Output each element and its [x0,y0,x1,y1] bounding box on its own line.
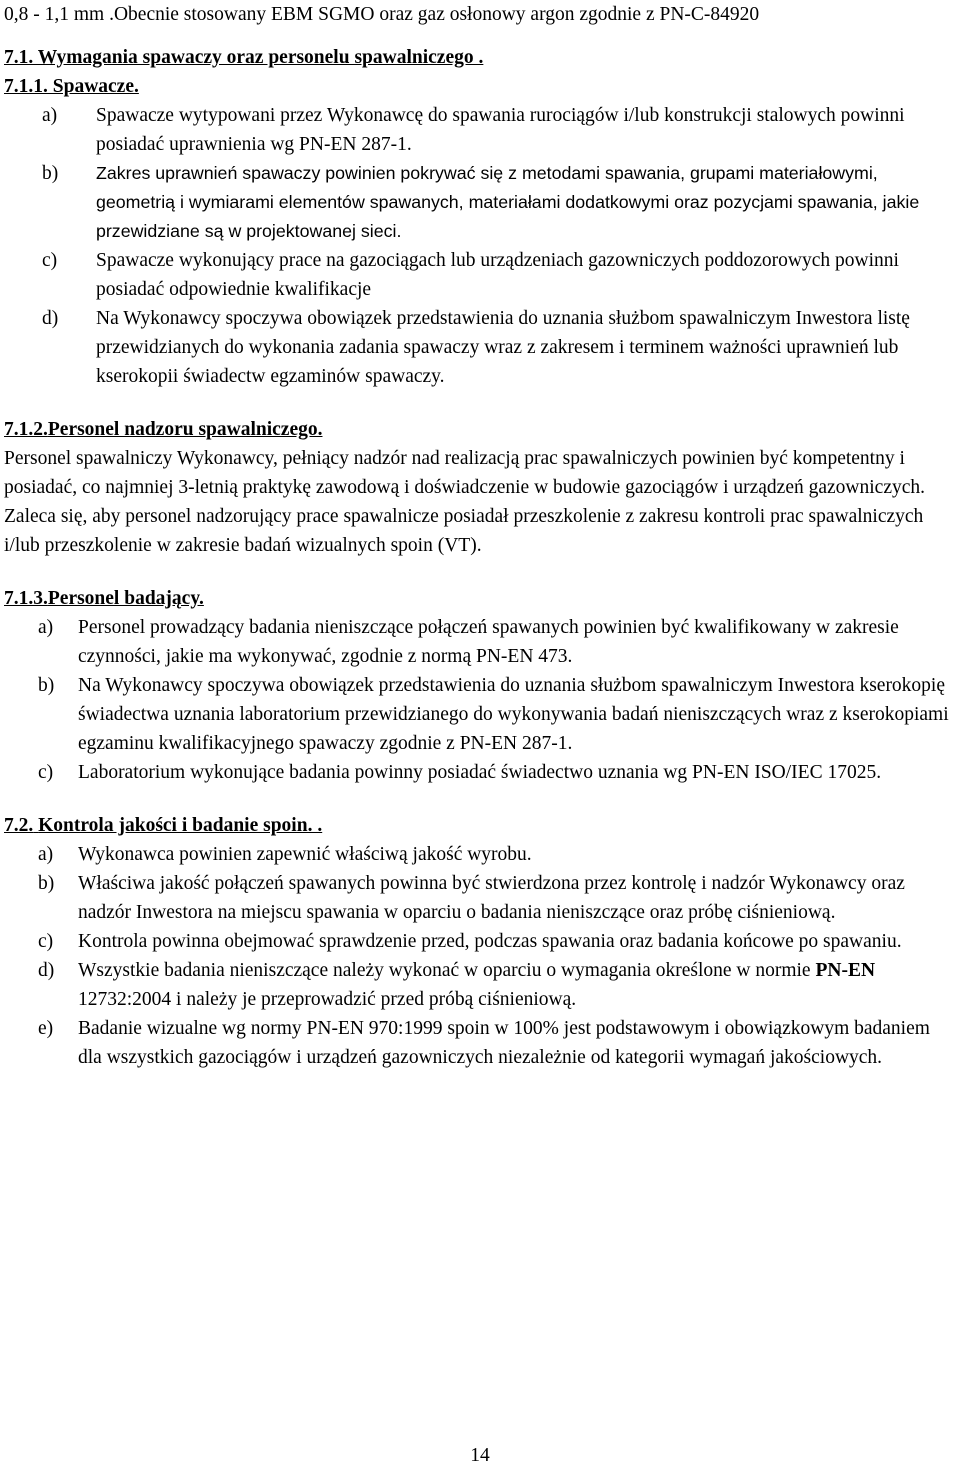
heading-number: 7.1.3. [4,588,48,609]
list-marker: d) [38,960,55,981]
list-item [4,956,956,1014]
list-item [4,1014,956,1072]
quality-control-list [4,840,956,1072]
list-item [4,613,956,671]
heading-text: Kontrola jakości i badanie spoin. . [38,815,323,836]
list-marker: c) [42,250,58,271]
heading-text: Personel nadzoru spawalniczego. [47,419,323,440]
list-item-text: Na Wykonawcy spoczywa obowiązek przedstawienia do uznania służbom spawalniczym Inwestora kserokopię świadectwa uznania laboratorium przewidzianego do wykonywania badań nieniszczących wraz z kserokopiami egzaminu kwalifikacyjnego spawaczy zgodnie z PN-EN 287-1. [78,675,949,754]
welders-list [4,101,956,391]
list-item [4,927,956,956]
list-item [4,101,956,159]
section-7-1-heading: 7.1. Wymagania spawaczy oraz personelu spawalniczego . [4,47,484,68]
list-marker: b) [38,873,55,894]
inspection-personnel-list [4,613,956,787]
list-item [4,671,956,758]
list-item [4,840,956,869]
list-item-text: Zakres uprawnień spawaczy powinien pokrywać się z metodami spawania, grupami materiałowymi, geometrią i wymiarami elementów spawanych, materiałami dodatkowymi oraz pozycjami spawania, jakie przewidziane są w projektowanej sieci. [96,163,920,241]
heading-number: 7.1.2. [4,419,48,440]
list-item-text: Personel prowadzący badania nieniszczące połączeń spawanych powinien być kwalifikowany w zakresie czynności, jakie ma wykonywać, zgodnie z normą PN-EN 473. [78,617,899,667]
heading-number: 7.2. [4,815,34,836]
list-item [4,304,956,391]
list-item-text: Na Wykonawcy spoczywa obowiązek przedstawienia do uznania służbom spawalniczym Inwestora listę przewidzianych do wykonania zadania spawaczy wraz z zakresem i terminem ważności uprawnień lub kserokopii świadectw egzaminów spawaczy. [96,308,910,387]
list-item-text: Laboratorium wykonujące badania powinny posiadać świadectwo uznania wg PN-EN ISO/IEC 17025. [78,762,882,783]
list-marker: c) [38,931,54,952]
intro-paragraph: 0,8 - 1,1 mm .Obecnie stosowany EBM SGMO oraz gaz osłonowy argon zgodnie z PN-C-84920 [4,4,760,25]
list-marker: c) [38,762,54,783]
section-7-1-3-heading [4,584,956,613]
page-number: 14 [470,1445,490,1466]
section-7-1-1-heading: 7.1.1. Spawacze. [4,76,139,97]
section-7-2-heading [4,811,956,840]
list-marker: d) [42,308,59,329]
list-item-text: Kontrola powinna obejmować sprawdzenie przed, podczas spawania oraz badania końcowe po spawaniu. [78,931,902,952]
list-marker: b) [38,675,55,696]
list-item-text: Właściwa jakość połączeń spawanych powinna być stwierdzona przez kontrolę i nadzór Wykonawcy oraz nadzór Inwestora na miejscu spawania w oparciu o badania nieniszczące oraz próbę ciśnieniową. [78,873,905,923]
list-item-text-before: Wszystkie badania nieniszczące należy wykonać w oparciu o wymagania określone w normie [78,960,816,981]
heading-text: Personel badający. [47,588,204,609]
list-item-text: Spawacze wytypowani przez Wykonawcę do spawania rurociągów i/lub konstrukcji stalowych powinni posiadać uprawnienia wg PN-EN 287-1. [96,105,905,155]
list-item [4,758,956,787]
list-item-text-after: 12732:2004 i należy je przeprowadzić przed próbą ciśnieniową. [78,989,577,1010]
section-7-1-2-heading [4,415,956,444]
list-item [4,869,956,927]
list-item-text: Wykonawca powinien zapewnić właściwą jakość wyrobu. [78,844,532,865]
norm-reference-bold: PN-EN [815,960,876,981]
list-marker: e) [38,1018,54,1039]
list-marker: a) [38,844,54,865]
list-item-text: Spawacze wykonujący prace na gazociągach lub urządzeniach gazowniczych poddozorowych powinni posiadać odpowiednie kwalifikacje [96,250,899,300]
list-item [4,246,956,304]
list-marker: b) [42,163,59,184]
list-marker: a) [42,105,58,126]
supervision-paragraph: Personel spawalniczy Wykonawcy, pełniący nadzór nad realizacją prac spawalniczych powinien być kompetentny i posiadać, co najmniej 3-letnią praktykę zawodową i doświadczenie w budowie gazociągów i urządzeń gazowniczych. Zaleca się, aby personel nadzorujący prace spawalnicze posiadał przeszkolenie z zakresu kontroli prac spawalniczych i/lub przeszkolenie w zakresie badań wizualnych spoin (VT). [4,448,926,556]
list-item [4,159,956,246]
list-item-text: Badanie wizualne wg normy PN-EN 970:1999 spoin w 100% jest podstawowym i obowiązkowym badaniem dla wszystkich gazociągów i urządzeń gazowniczych niezależnie od kategorii wymagań jakościowych. [78,1018,930,1068]
list-marker: a) [38,617,54,638]
